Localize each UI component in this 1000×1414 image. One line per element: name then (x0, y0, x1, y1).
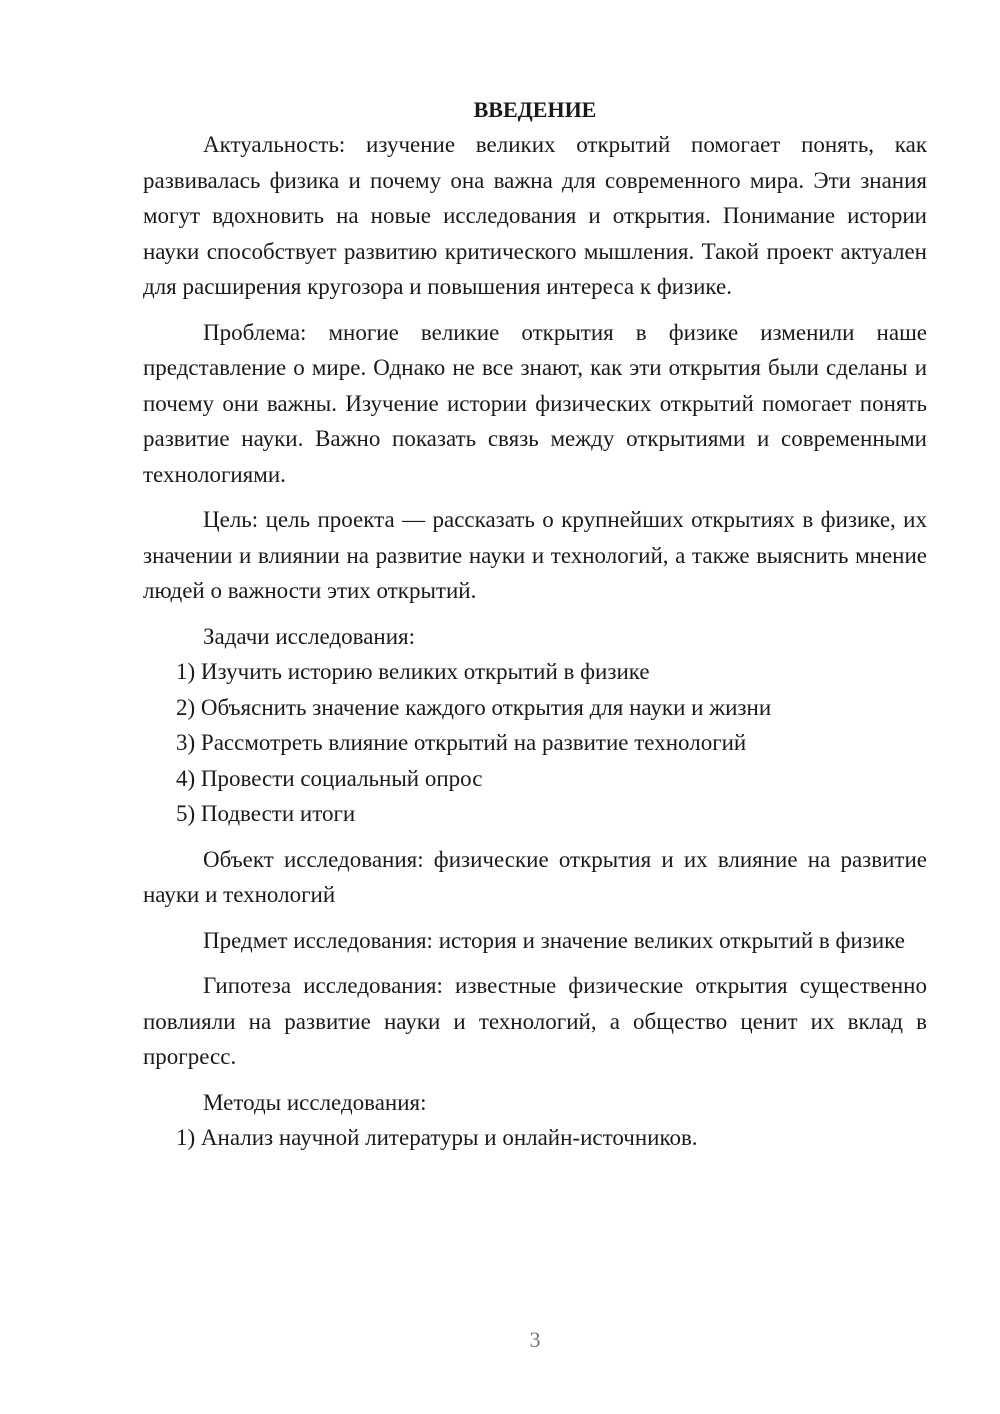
method-item: 1) Анализ научной литературы и онлайн-источников. (176, 1125, 698, 1150)
page-number: 3 (529, 1327, 541, 1352)
task-item: 5) Подвести итоги (176, 801, 356, 826)
page-title: ВВЕДЕНИЕ (473, 97, 597, 122)
task-item: 2) Объяснить значение каждого открытия для науки и жизни (176, 694, 772, 720)
task-item: 3) Рассмотреть влияние открытий на развитие технологий (176, 730, 747, 755)
tasks-heading: Задачи исследования: (203, 623, 416, 649)
task-item: 1) Изучить историю великих открытий в физике (176, 659, 650, 684)
methods-heading: Методы исследования: (203, 1089, 427, 1115)
object-paragraph: Объект исследования: физические открытия и их влияние на развитие науки и технологий (143, 846, 927, 907)
hypothesis-paragraph: Гипотеза исследования: известные физические открытия существенно повлияли на развитие науки и технологий, а общество ценит их вклад в прогресс. (143, 973, 927, 1069)
page-content (143, 92, 927, 1156)
problem-paragraph: Проблема: многие великие открытия в физике изменили наше представление о мире. Однако не все знают, как эти открытия были сделаны и почему они важны. Изучение истории физических открытий помогает понять развитие науки. Важно показать связь между открытиями и современными технологиями. (143, 319, 927, 487)
subject-paragraph: Предмет исследования: история и значение великих открытий в физике (203, 927, 905, 953)
relevance-paragraph: Актуальность: изучение великих открытий помогает понять, как развивалась физика и почему она важна для современного мира. Эти знания могут вдохновить на новые исследования и открытия. Понимание истории науки способствует развитию критического мышления. Такой проект актуален для расширения кругозора и повышения интереса к физике. (143, 132, 927, 299)
goal-paragraph: Цель: цель проекта — рассказать о крупнейших открытиях в физике, их значении и влиянии на развитие науки и технологий, а также выяснить мнение людей о важности этих открытий. (143, 507, 927, 603)
task-item: 4) Провести социальный опрос (176, 765, 483, 791)
